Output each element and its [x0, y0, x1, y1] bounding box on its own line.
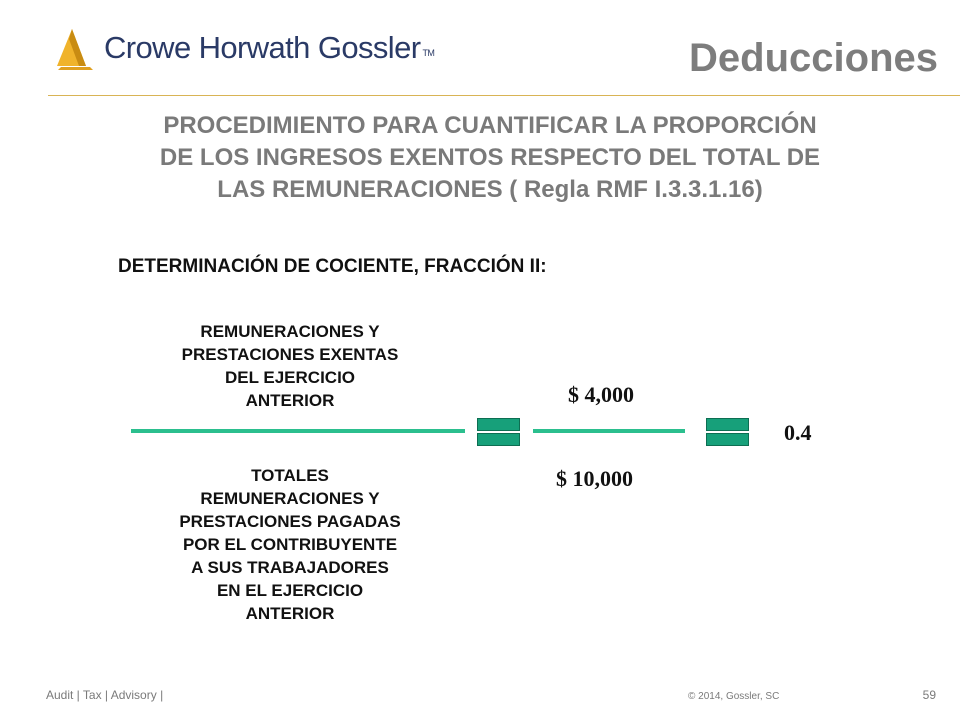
equals-sign-icon — [706, 418, 749, 446]
equals-sign-icon — [477, 418, 520, 446]
subtitle-line: DE LOS INGRESOS EXENTOS RESPECTO DEL TOTAL DE — [159, 144, 821, 171]
result-value: 0.4 — [784, 420, 812, 445]
fraction-line-right — [533, 429, 685, 433]
slide-title: Deducciones — [689, 36, 938, 80]
numerator-label-line: DEL EJERCICIO — [224, 368, 356, 387]
denominator-label-line: TOTALES — [251, 466, 329, 485]
numerator-label-line: REMUNERACIONES Y — [200, 322, 380, 341]
denominator-label-line: A SUS TRABAJADORES — [191, 558, 389, 577]
numerator-label-line: PRESTACIONES EXENTAS — [181, 345, 399, 364]
denominator-label-line: POR EL CONTRIBUYENTE — [182, 535, 398, 554]
subtitle-line: LAS REMUNERACIONES ( Regla RMF I.3.3.1.16) — [217, 176, 763, 203]
numerator-label — [120, 320, 460, 412]
slide-subtitle — [60, 110, 920, 206]
section-heading: DETERMINACIÓN DE COCIENTE, FRACCIÓN II: — [118, 256, 547, 277]
denominator-label — [120, 464, 460, 625]
numerator-value: $ 4,000 — [568, 382, 634, 407]
company-logo-text: Crowe Horwath Gossler TM — [104, 30, 435, 65]
subtitle-line: PROCEDIMIENTO PARA CUANTIFICAR LA PROPORCIÓN — [163, 112, 817, 139]
denominator-label-line: ANTERIOR — [245, 604, 335, 623]
footer-copyright: © 2014, Gossler, SC — [688, 691, 780, 702]
denominator-label-line: REMUNERACIONES Y — [200, 489, 380, 508]
fraction-line-left — [131, 429, 465, 433]
numerator-label-line: ANTERIOR — [245, 391, 335, 410]
page-number: 59 — [922, 688, 936, 702]
footer-services: Audit | Tax | Advisory | — [46, 688, 164, 702]
header-divider — [48, 95, 960, 96]
denominator-value: $ 10,000 — [556, 466, 633, 491]
denominator-label-line: PRESTACIONES PAGADAS — [179, 512, 401, 531]
crowe-logo-icon — [52, 28, 100, 70]
denominator-label-line: EN EL EJERCICIO — [216, 581, 364, 600]
